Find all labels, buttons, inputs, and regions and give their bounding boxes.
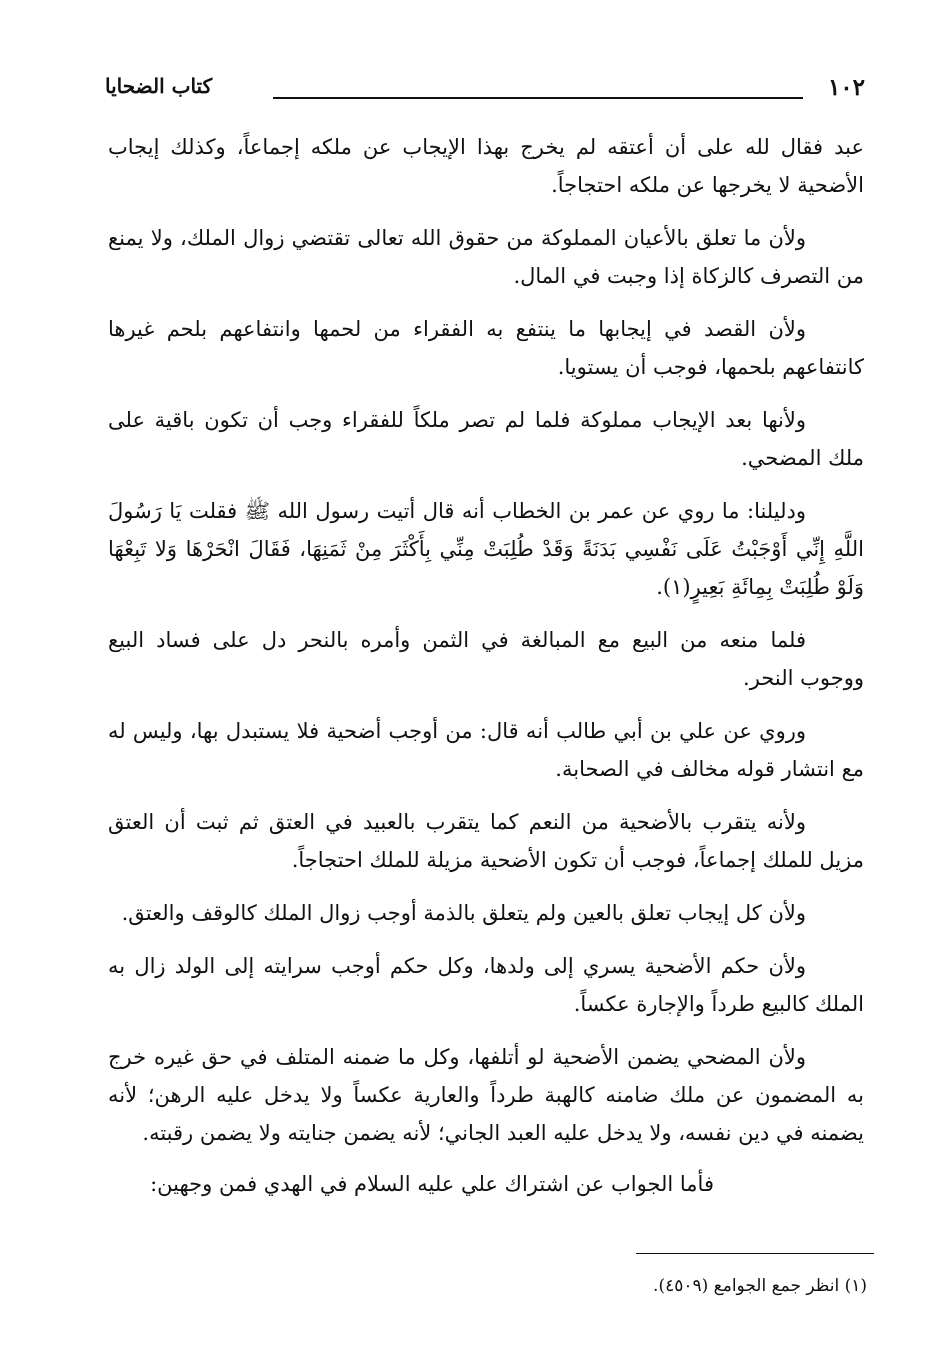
paragraph: ولأنها بعد الإيجاب مملوكة فلما لم تصر ملكاً للفقراء وجب أن تكون باقية على ملك المضحي. — [108, 408, 864, 470]
footnote-rule — [636, 1253, 874, 1254]
paragraph: فلما منعه من البيع مع المبالغة في الثمن وأمره بالنحر دل على فساد البيع ووجوب النحر. — [108, 628, 864, 690]
paragraph: عبد فقال لله على أن أعتقه لم يخرج بهذا الإيجاب عن ملكه إجماعاً، وكذلك إيجاب الأضحية لا يخرجها عن ملكه احتجاجاً. — [108, 135, 864, 197]
running-title: كتاب الضحايا — [105, 74, 213, 98]
paragraph: ولأن القصد في إيجابها ما ينتفع به الفقراء من لحمها وانتفاعهم بلحم غيرها كانتفاعهم بلحمها، فوجب أن يستويا. — [108, 317, 864, 379]
main-text — [108, 128, 864, 1218]
paragraph: ولأنه يتقرب بالأضحية من النعم كما يتقرب بالعبيد في العتق ثم ثبت أن العتق مزيل للملك إجماعاً، فوجب أن تكون الأضحية مزيلة للملك احتجاجاً. — [108, 810, 864, 872]
paragraph-hadith: ودليلنا: ما روي عن عمر بن الخطاب أنه قال أتيت رسول الله ﷺ فقلت يَا رَسُولَ اللَّهِ إِنِّي أَوْجَبْتُ عَلَى نَفْسِي بَدَنَةً وَقَدْ طُلِبَتْ مِنِّي بِأَكْثَرَ مِنْ ثَمَنِهَا، فَقَالَ انْحَرْهَا وَلا تَبِعْهَا وَلَوْ طُلِبَتْ بِمِائَةِ بَعِيرٍ(١). — [108, 499, 864, 599]
paragraph: ولأن حكم الأضحية يسري إلى ولدها، وكل حكم أوجب سرايته إلى الولد زال به الملك كالبيع طرداً والإجارة عكساً. — [108, 954, 864, 1016]
page-number: ١٠٢ — [827, 74, 865, 101]
paragraph: ولأن المضحي يضمن الأضحية لو أتلفها، وكل ما ضمنه المتلف في حق غيره خرج به المضمون عن ملك ضامنه كالهبة طرداً والعارية عكساً ولا يدخل عليه الرهن؛ لأنه يضمنه في دين نفسه، ولا يدخل عليه العبد الجاني؛ لأنه يضمن جنايته ولا يضمن رقبته. — [108, 1045, 864, 1145]
page-header — [105, 70, 865, 110]
header-rule — [273, 97, 803, 99]
footnote: (١) انظر جمع الجوامع (٤٥٠٩). — [653, 1276, 867, 1296]
paragraph: ولأن كل إيجاب تعلق بالعين ولم يتعلق بالذمة أوجب زوال الملك كالوقف والعتق. — [121, 901, 806, 925]
paragraph: فأما الجواب عن اشتراك علي عليه السلام في الهدي فمن وجهين: — [150, 1172, 714, 1196]
paragraph: ولأن ما تعلق بالأعيان المملوكة من حقوق الله تعالى تقتضي زوال الملك، ولا يمنع من التصرف كالزكاة إذا وجبت في المال. — [108, 226, 864, 288]
paragraph: وروي عن علي بن أبي طالب أنه قال: من أوجب أضحية فلا يستبدل بها، وليس له مع انتشار قوله مخالف في الصحابة. — [108, 719, 864, 781]
